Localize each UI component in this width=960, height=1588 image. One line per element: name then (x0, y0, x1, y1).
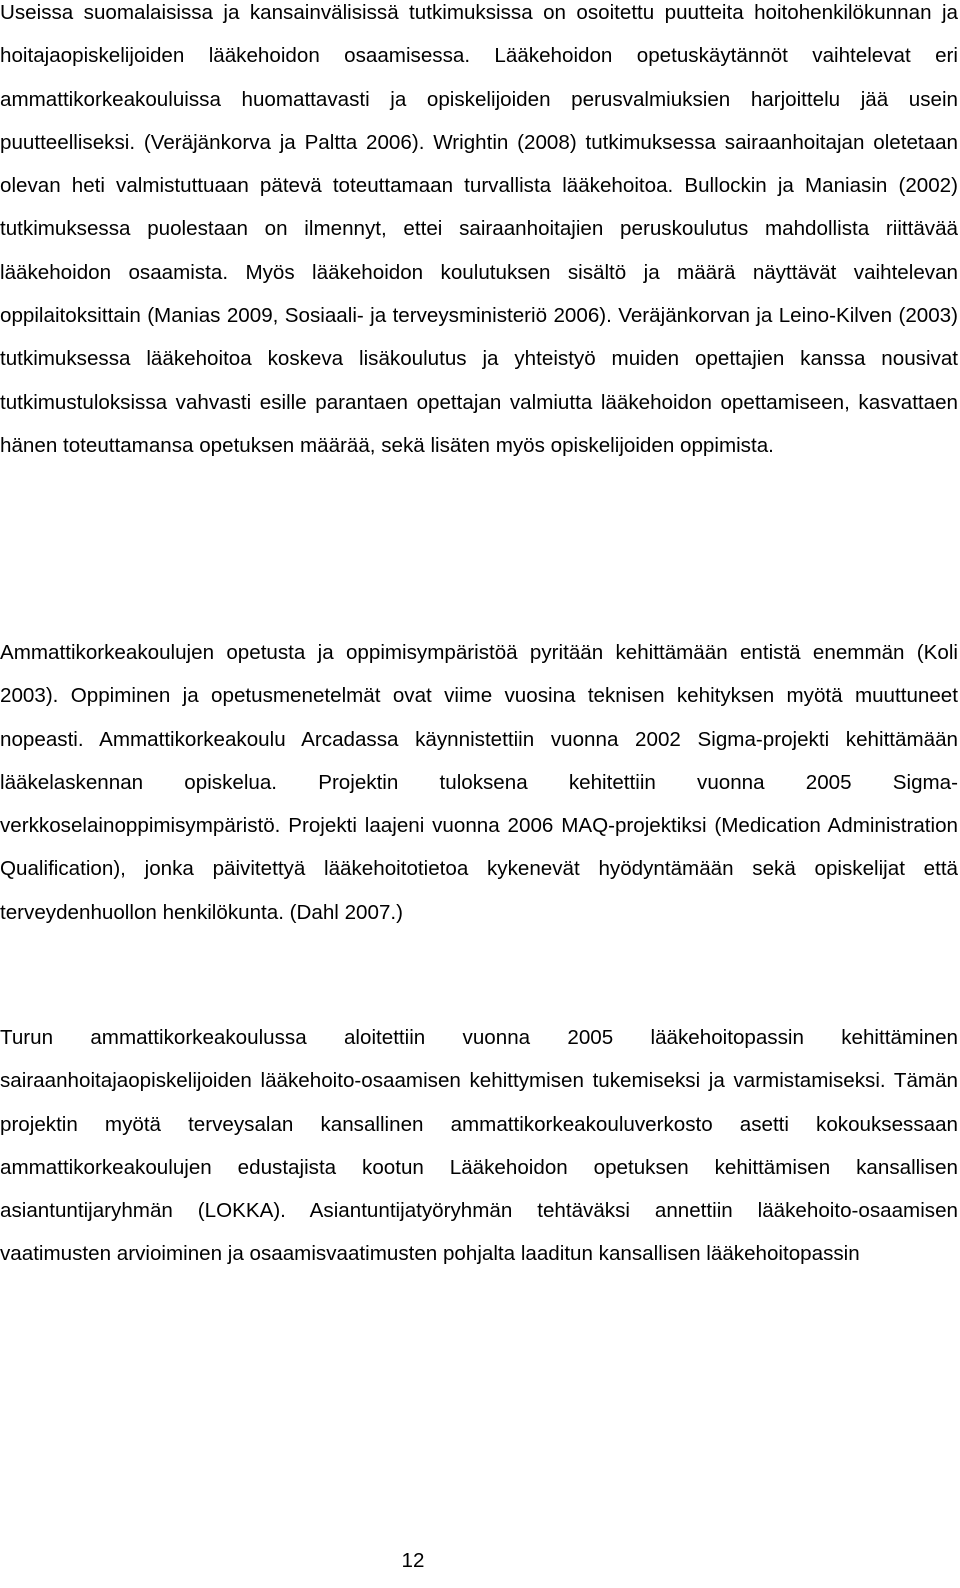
paragraph-1: Useissa suomalaisissa ja kansainvälisissä tutkimuksissa on osoitettu puutteita hoitohenkilökunnan ja hoitajaopiskelijoiden lääkehoidon osaamisessa. Lääkehoidon opetuskäytännöt vaihtelevat eri ammattikorkeakouluissa huomattavasti ja opiskelijoiden perusvalmiuksien harjoittelu jää usein puutteelliseksi. (Veräjänkorva ja Paltta 2006). Wrightin (2008) tutkimuksessa sairaanhoitajan oletetaan olevan heti valmistuttuaan pätevä toteuttamaan turvallista lääkehoitoa. Bullockin ja Maniasin (2002) tutkimuksessa puolestaan on ilmennyt, ettei sairaanhoitajien peruskoulutus mahdollista riittävää lääkehoidon osaamista. Myös lääkehoidon koulutuksen sisältö ja määrä näyttävät vaihtelevan oppilaitoksittain (Manias 2009, Sosiaali- ja terveysministeriö 2006). Veräjänkorvan ja Leino-Kilven (2003) tutkimuksessa lääkehoitoa koskeva lisäkoulutus ja yhteistyö muiden opettajien kanssa nousivat tutkimustuloksissa vahvasti esille parantaen opettajan valmiutta lääkehoidon opettamiseen, kasvattaen hänen toteuttamansa opetuksen määrää, sekä lisäten myös opiskelijoiden oppimista. (0, 1, 958, 457)
page-number: 12 (401, 1549, 425, 1572)
paragraph-3: Turun ammattikorkeakoulussa aloitettiin vuonna 2005 lääkehoitopassin kehittäminen sairaanhoitajaopiskelijoiden lääkehoito-osaamisen kehittymisen tukemiseksi ja varmistamiseksi. Tämän projektin myötä terveysalan kansallinen ammattikorkeakouluverkosto asetti kokouksessaan ammattikorkeakoulujen edustajista kootun Lääkehoidon opetuksen kehittämisen kansallisen asiantuntijaryhmän (LOKKA). Asiantuntijatyöryhmän tehtäväksi annettiin lääkehoito-osaamisen vaatimusten arvioiminen ja osaamisvaatimusten pohjalta laaditun kansallisen lääkehoitopassin (0, 1026, 958, 1266)
paragraph-2: Ammattikorkeakoulujen opetusta ja oppimisympäristöä pyritään kehittämään entistä enemmän (Koli 2003). Oppiminen ja opetusmenetelmät ovat viime vuosina teknisen kehityksen myötä muuttuneet nopeasti. Ammattikorkeakoulu Arcadassa käynnistettiin vuonna 2002 Sigma-projekti kehittämään lääkelaskennan opiskelua. Projektin tuloksena kehitettiin vuonna 2005 Sigma-verkkoselainoppimisympäristö. Projekti laajeni vuonna 2006 MAQ-projektiksi (Medication Administration Qualification), jonka päivitettyä lääkehoitotietoa kykenevät hyödyntämään sekä opiskelijat että terveydenhuollon henkilökunta. (Dahl 2007.) (0, 641, 958, 924)
